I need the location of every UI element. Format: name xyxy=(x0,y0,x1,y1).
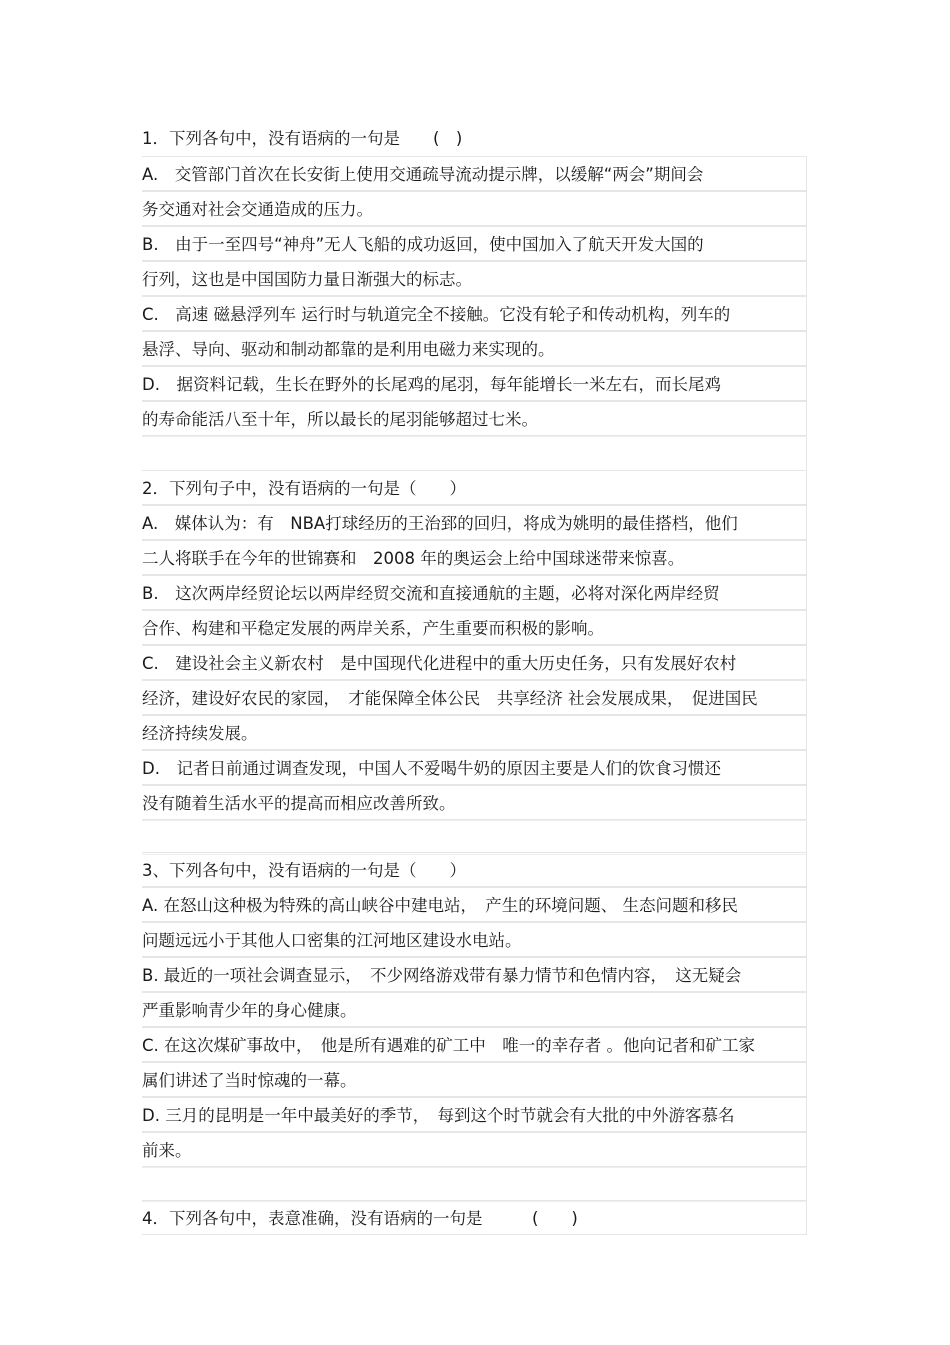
option-line xyxy=(142,261,807,296)
option-c-line-1: C. 在这次煤矿事故中， 他是所有遇难的矿工中 唯一的幸存者 。他向记者和矿工家 xyxy=(142,1036,756,1055)
option-a-line-2: 二人将联手在今年的世锦赛和 2008 年的奥运会上给中国球迷带来惊喜。 xyxy=(142,549,685,568)
option-line xyxy=(142,715,807,750)
option-b-line-2: 严重影响青少年的身心健康。 xyxy=(142,1001,357,1020)
option-c-line-1: C. 建设社会主义新农村 是中国现代化进程中的重大历史任务，只有发展好农村 xyxy=(142,654,737,673)
question-1 xyxy=(142,121,807,471)
question-1-stem: 1．下列各句中，没有语病的一句是 ( ) xyxy=(142,129,463,148)
question-2-stem: 2．下列句子中，没有语病的一句是（ ） xyxy=(142,479,466,498)
question-stem xyxy=(142,121,807,156)
option-line xyxy=(142,156,807,191)
option-a-line-1: A. 在怒山这种极为特殊的高山峡谷中建电站， 产生的环境问题、 生态问题和移民 xyxy=(142,896,738,915)
question-3 xyxy=(142,852,807,1202)
option-line xyxy=(142,540,807,575)
option-d-line-2: 的寿命能活八至十年，所以最长的尾羽能够超过七米。 xyxy=(142,410,538,429)
question-2 xyxy=(142,470,807,855)
option-line xyxy=(142,645,807,680)
option-line xyxy=(142,887,807,922)
option-c-line-2: 悬浮、导向、驱动和制动都靠的是利用电磁力来实现的。 xyxy=(142,340,555,359)
option-b-line-1: B. 最近的一项社会调查显示， 不少网络游戏带有暴力情节和色情内容， 这无疑会 xyxy=(142,966,742,985)
option-c-line-2: 属们讲述了当时惊魂的一幕。 xyxy=(142,1071,357,1090)
option-line xyxy=(142,1027,807,1062)
question-stem xyxy=(142,1200,807,1235)
option-d-line-1: D. 记者日前通过调查发现，中国人不爱喝牛奶的原因主要是人们的饮食习惯还 xyxy=(142,759,721,778)
option-line xyxy=(142,992,807,1027)
blank-line xyxy=(142,820,807,855)
option-a-line-1: A. 媒体认为：有 NBA打球经历的王治郅的回归，将成为姚明的最佳搭档，他们 xyxy=(142,514,738,533)
option-b-line-2: 合作、构建和平稳定发展的两岸关系，产生重要而积极的影响。 xyxy=(142,619,604,638)
option-line xyxy=(142,505,807,540)
option-a-line-2: 问题远远小于其他人口密集的江河地区建设水电站。 xyxy=(142,931,522,950)
option-line xyxy=(142,575,807,610)
question-3-stem: 3、下列各句中，没有语病的一句是（ ） xyxy=(142,861,466,880)
question-4 xyxy=(142,1200,807,1235)
option-b-line-2: 行列，这也是中国国防力量日渐强大的标志。 xyxy=(142,270,472,289)
option-d-line-2: 没有随着生活水平的提高而相应改善所致。 xyxy=(142,794,456,813)
question-stem xyxy=(142,470,807,505)
option-b-line-1: B. 由于一至四号“神舟”无人飞船的成功返回，使中国加入了航天开发大国的 xyxy=(142,235,704,254)
option-c-line-2: 经济，建设好农民的家园， 才能保障全体公民 共享经济 社会发展成果， 促进国民 xyxy=(142,689,758,708)
option-d-line-1: D. 据资料记载，生长在野外的长尾鸡的尾羽，每年能增长一米左右，而长尾鸡 xyxy=(142,375,721,394)
option-c-line-3: 经济持续发展。 xyxy=(142,724,258,743)
option-d-line-2: 前来。 xyxy=(142,1141,192,1160)
option-line xyxy=(142,401,807,436)
option-line xyxy=(142,922,807,957)
option-line xyxy=(142,610,807,645)
option-line xyxy=(142,957,807,992)
option-line xyxy=(142,1062,807,1097)
option-line xyxy=(142,1132,807,1167)
blank-line xyxy=(142,1167,807,1202)
option-a-line-2: 务交通对社会交通造成的压力。 xyxy=(142,200,373,219)
option-line xyxy=(142,680,807,715)
option-c-line-1: C. 高速 磁悬浮列车 运行时与轨道完全不接触。它没有轮子和传动机构，列车的 xyxy=(142,305,731,324)
option-b-line-1: B. 这次两岸经贸论坛以两岸经贸交流和直接通航的主题，必将对深化两岸经贸 xyxy=(142,584,720,603)
option-line xyxy=(142,191,807,226)
option-line xyxy=(142,331,807,366)
option-line xyxy=(142,366,807,401)
option-line xyxy=(142,226,807,261)
question-stem xyxy=(142,852,807,887)
option-a-line-1: A. 交管部门首次在长安街上使用交通疏导流动提示牌，以缓解“两会”期间会 xyxy=(142,165,704,184)
option-d-line-1: D. 三月的昆明是一年中最美好的季节， 每到这个时节就会有大批的中外游客慕名 xyxy=(142,1106,735,1125)
question-4-stem: 4．下列各句中，表意准确，没有语病的一句是 ( ) xyxy=(142,1209,578,1228)
option-line xyxy=(142,785,807,820)
blank-line xyxy=(142,436,807,471)
option-line xyxy=(142,750,807,785)
option-line xyxy=(142,1097,807,1132)
option-line xyxy=(142,296,807,331)
